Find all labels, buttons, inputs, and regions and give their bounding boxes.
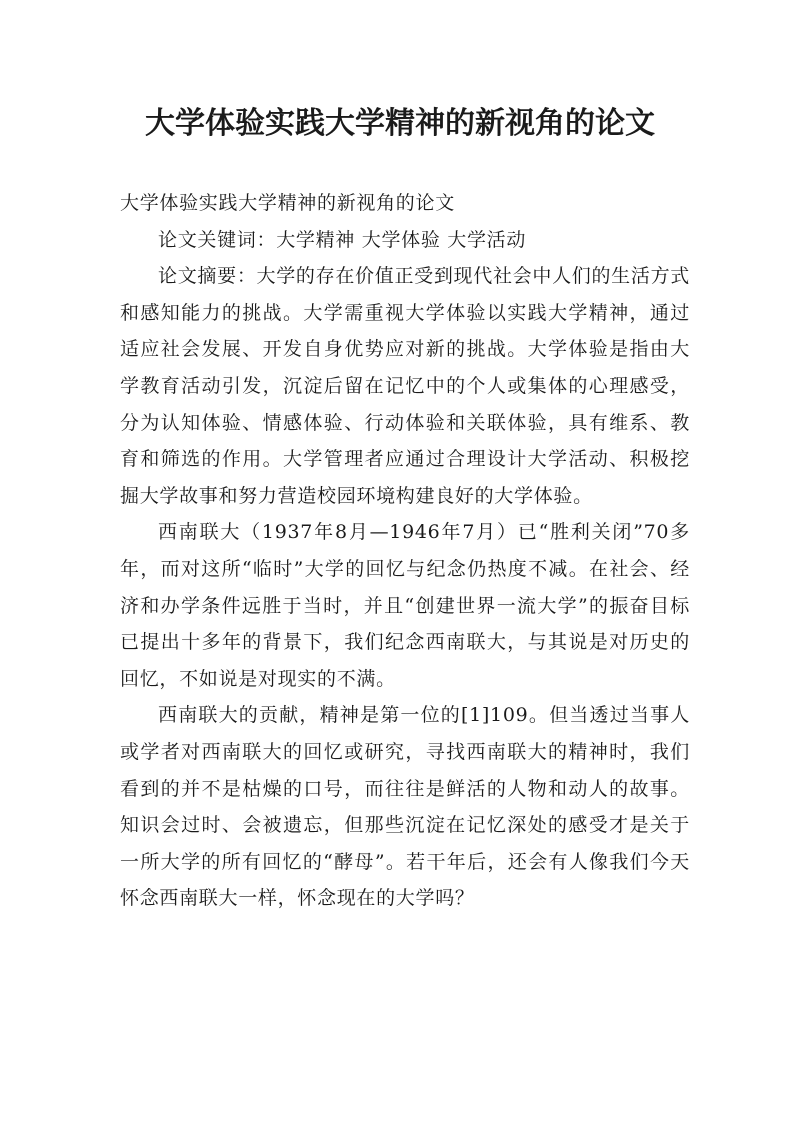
abstract-paragraph: 论文摘要：大学的存在价值正受到现代社会中人们的生活方式和感知能力的挑战。大学需重视大学体验以实践大学精神，通过适应社会发展、开发自身优势应对新的挑战。大学体验是指由大学教育活动引发，沉淀后留在记忆中的个人或集体的心理感受，分为认知体验、情感体验、行动体验和关联体验，具有维系、教育和筛选的作用。大学管理者应通过合理设计大学活动、积极挖掘大学故事和努力营造校园环境构建良好的大学体验。	[120, 265, 690, 507]
body-paragraph: 西南联大的贡献，精神是第一位的[1]109。但当透过当事人或学者对西南联大的回忆或研究，寻找西南联大的精神时，我们看到的并不是枯燥的口号，而往往是鲜活的人物和动人的故事。知识会过时、会被遗忘，但那些沉淀在记忆深处的感受才是关于一所大学的所有回忆的“酵母”。若干年后，还会有人像我们今天怀念西南联大一样，怀念现在的大学吗？	[120, 704, 690, 910]
document-title: 大学体验实践大学精神的新视角的论文	[145, 106, 655, 141]
body-paragraph: 西南联大（1937年8月—1946年7月）已“胜利关闭”70多年，而对这所“临时”大学的回忆与纪念仍热度不减。在社会、经济和办学条件远胜于当时，并且“创建世界一流大学”的振奋目标已提出十多年的背景下，我们纪念西南联大，与其说是对历史的回忆，不如说是对现实的不满。	[120, 521, 690, 690]
keywords-line: 论文关键词：大学精神 大学体验 大学活动	[158, 228, 527, 251]
document-subtitle: 大学体验实践大学精神的新视角的论文	[120, 192, 455, 214]
document-body	[120, 185, 690, 917]
